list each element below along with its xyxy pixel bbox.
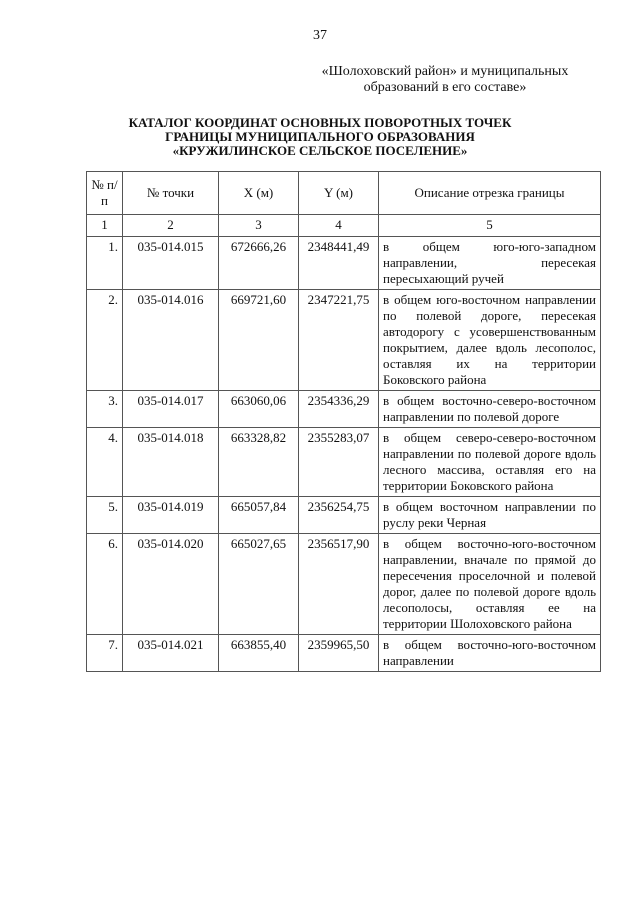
- x-coordinate: 663328,82: [219, 428, 299, 497]
- x-coordinate: 663855,40: [219, 635, 299, 672]
- y-coordinate: 2359965,50: [299, 635, 379, 672]
- column-index: 1: [87, 215, 123, 237]
- segment-description: в общем юго-юго-западном направлении, пересекая пересыхающий ручей: [379, 237, 601, 290]
- y-coordinate: 2356254,75: [299, 497, 379, 534]
- segment-description: в общем восточно-юго-восточном направлении: [379, 635, 601, 672]
- point-id: 035-014.017: [123, 391, 219, 428]
- appendix-line-2: образований в его составе»: [363, 80, 527, 95]
- coordinates-table: [86, 171, 601, 672]
- row-number: 1.: [87, 237, 123, 290]
- column-index-row: [87, 215, 601, 237]
- point-id: 035-014.016: [123, 290, 219, 391]
- column-index: 5: [379, 215, 601, 237]
- segment-description: в общем юго-восточном направлении по полевой дороге, пересекая автодорогу с усовершенствованным покрытием, далее вдоль лесополос, оставляя их на территории Боковского района: [379, 290, 601, 391]
- y-coordinate: 2355283,07: [299, 428, 379, 497]
- segment-description: в общем восточном направлении по руслу реки Черная: [379, 497, 601, 534]
- x-coordinate: 672666,26: [219, 237, 299, 290]
- point-id: 035-014.020: [123, 534, 219, 635]
- title-line-3: «КРУЖИЛИНСКОЕ СЕЛЬСКОЕ ПОСЕЛЕНИЕ»: [172, 143, 468, 158]
- row-number: 5.: [87, 497, 123, 534]
- table-row: [87, 237, 601, 290]
- point-id: 035-014.015: [123, 237, 219, 290]
- title-line-1: КАТАЛОГ КООРДИНАТ ОСНОВНЫХ ПОВОРОТНЫХ ТОЧЕК: [128, 115, 512, 130]
- row-number: 2.: [87, 290, 123, 391]
- table-row: [87, 290, 601, 391]
- row-number: 7.: [87, 635, 123, 672]
- segment-description: в общем восточно-юго-восточном направлении, вначале по прямой до пересечения проселочной и полевой дорог, далее по полевой дороге вдоль лесополосы, оставляя ее на территории Шолоховского района: [379, 534, 601, 635]
- page-number: 37: [313, 28, 327, 43]
- point-id: 035-014.021: [123, 635, 219, 672]
- header-description: Описание отрезка границы: [379, 172, 601, 215]
- segment-description: в общем восточно-северо-восточном направлении по полевой дороге: [379, 391, 601, 428]
- row-number: 3.: [87, 391, 123, 428]
- point-id: 035-014.018: [123, 428, 219, 497]
- header-x: X (м): [219, 172, 299, 215]
- title-line-2: ГРАНИЦЫ МУНИЦИПАЛЬНОГО ОБРАЗОВАНИЯ: [165, 129, 475, 144]
- column-index: 4: [299, 215, 379, 237]
- y-coordinate: 2347221,75: [299, 290, 379, 391]
- point-id: 035-014.019: [123, 497, 219, 534]
- table-row: [87, 497, 601, 534]
- column-index: 3: [219, 215, 299, 237]
- table-row: [87, 428, 601, 497]
- header-point: № точки: [123, 172, 219, 215]
- table-row: [87, 534, 601, 635]
- y-coordinate: 2356517,90: [299, 534, 379, 635]
- header-num: № п/п: [87, 172, 123, 215]
- header-y: Y (м): [299, 172, 379, 215]
- appendix-line-1: «Шолоховский район» и муниципальных: [321, 64, 569, 79]
- segment-description: в общем северо-северо-восточном направлении по полевой дороге вдоль лесного массива, оставляя его на территории Боковского района: [379, 428, 601, 497]
- x-coordinate: 665057,84: [219, 497, 299, 534]
- column-index: 2: [123, 215, 219, 237]
- table-row: [87, 391, 601, 428]
- row-number: 4.: [87, 428, 123, 497]
- y-coordinate: 2348441,49: [299, 237, 379, 290]
- document-title: [0, 116, 640, 158]
- x-coordinate: 665027,65: [219, 534, 299, 635]
- x-coordinate: 669721,60: [219, 290, 299, 391]
- row-number: 6.: [87, 534, 123, 635]
- table-header-row: [87, 172, 601, 215]
- table-row: [87, 635, 601, 672]
- x-coordinate: 663060,06: [219, 391, 299, 428]
- y-coordinate: 2354336,29: [299, 391, 379, 428]
- appendix-note: [300, 64, 590, 96]
